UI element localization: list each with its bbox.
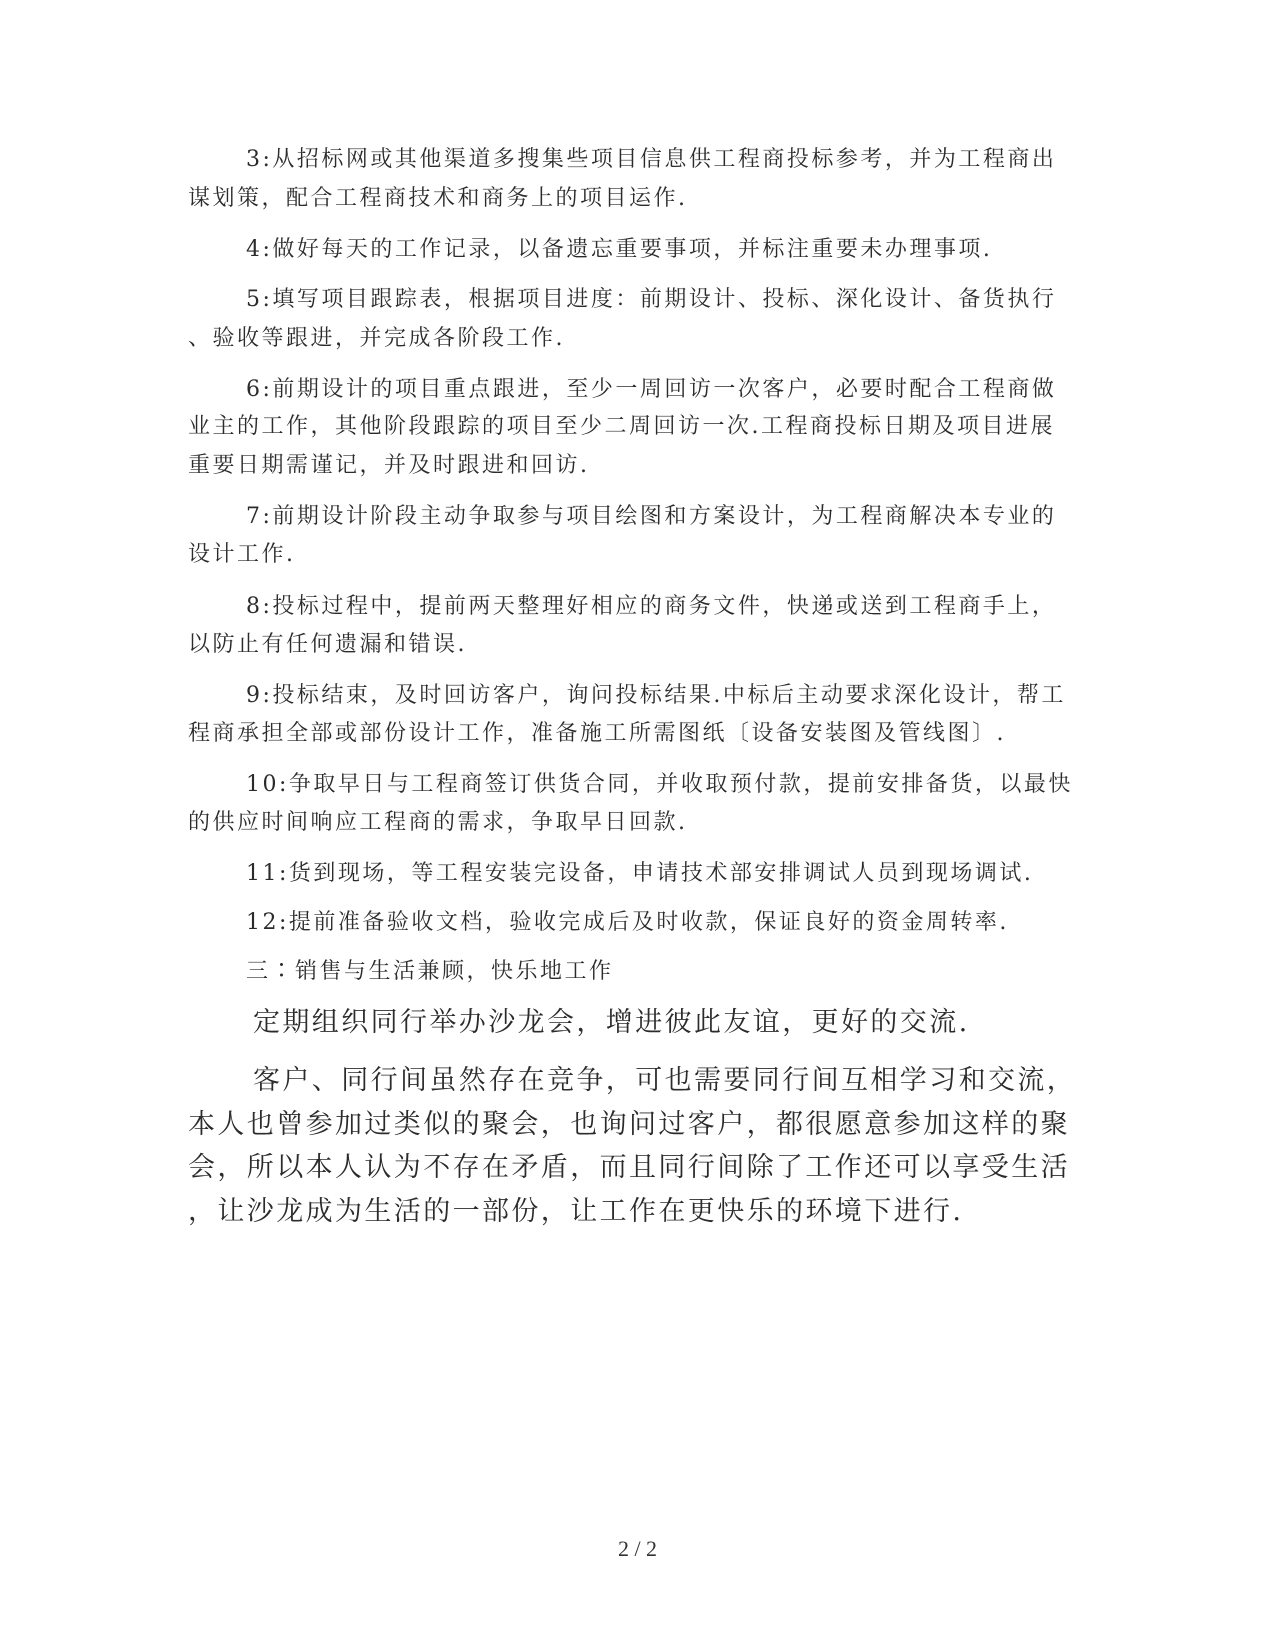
list-item-7-line-2: 设计工作. (188, 542, 296, 567)
list-item-5-line-1: 5:填写项目跟踪表，根据项目进度：前期设计、投标、深化设计、备货执行 (246, 287, 1057, 312)
list-item-3-line-2: 谋划策，配合工程商技术和商务上的项目运作. (188, 186, 688, 211)
page-number: 2 / 2 (617, 1536, 658, 1561)
list-item-10-line-2: 的供应时间响应工程商的需求，争取早日回款. (188, 810, 688, 835)
salon-paragraph: 定期组织同行举办沙龙会，增进彼此友谊，更好的交流. (253, 1007, 970, 1038)
list-item-8-line-2: 以防止有任何遗漏和错误. (188, 632, 467, 657)
closing-paragraph-line-1: 客户、同行间虽然存在竞争，可也需要同行间互相学习和交流， (253, 1065, 1077, 1096)
list-item-10-line-1: 10:争取早日与工程商签订供货合同，并收取预付款，提前安排备货，以最快 (246, 772, 1073, 797)
list-item-5-line-2: 、验收等跟进，并完成各阶段工作. (188, 326, 565, 351)
closing-paragraph-line-2: 本人也曾参加过类似的聚会，也询问过客户，都很愿意参加这样的聚 (188, 1109, 1070, 1140)
closing-paragraph-line-4: ，让沙龙成为生活的一部份，让工作在更快乐的环境下进行. (188, 1196, 964, 1227)
list-item-12-line-1: 12:提前准备验收文档，验收完成后及时收款，保证良好的资金周转率. (246, 910, 1009, 935)
list-item-3-line-1: 3:从招标网或其他渠道多搜集些项目信息供工程商投标参考，并为工程商出 (246, 147, 1057, 172)
list-item-6-line-1: 6:前期设计的项目重点跟进，至少一周回访一次客户，必要时配合工程商做 (246, 377, 1057, 402)
list-item-7-line-1: 7:前期设计阶段主动争取参与项目绘图和方案设计，为工程商解决本专业的 (246, 504, 1057, 529)
list-item-8-line-1: 8:投标过程中，提前两天整理好相应的商务文件，快递或送到工程商手上， (246, 594, 1057, 619)
list-item-9-line-2: 程商承担全部或部份设计工作，准备施工所需图纸〔设备安装图及管线图〕. (188, 721, 1006, 746)
section-heading: 三∶销售与生活兼顾，快乐地工作 (246, 959, 614, 984)
closing-paragraph-line-3: 会，所以本人认为不存在矛盾，而且同行间除了工作还可以享受生活 (188, 1152, 1070, 1183)
list-item-11-line-1: 11:货到现场，等工程安装完设备，申请技术部安排调试人员到现场调试. (246, 861, 1034, 886)
list-item-9-line-1: 9:投标结束，及时回访客户，询问投标结果.中标后主动要求深化设计，帮工 (246, 683, 1066, 708)
list-item-6-line-2: 业主的工作，其他阶段跟踪的项目至少二周回访一次.工程商投标日期及项目进展 (188, 414, 1055, 439)
list-item-4-line-1: 4:做好每天的工作记录，以备遗忘重要事项，并标注重要未办理事项. (246, 237, 993, 262)
list-item-6-line-3: 重要日期需谨记，并及时跟进和回访. (188, 453, 590, 478)
